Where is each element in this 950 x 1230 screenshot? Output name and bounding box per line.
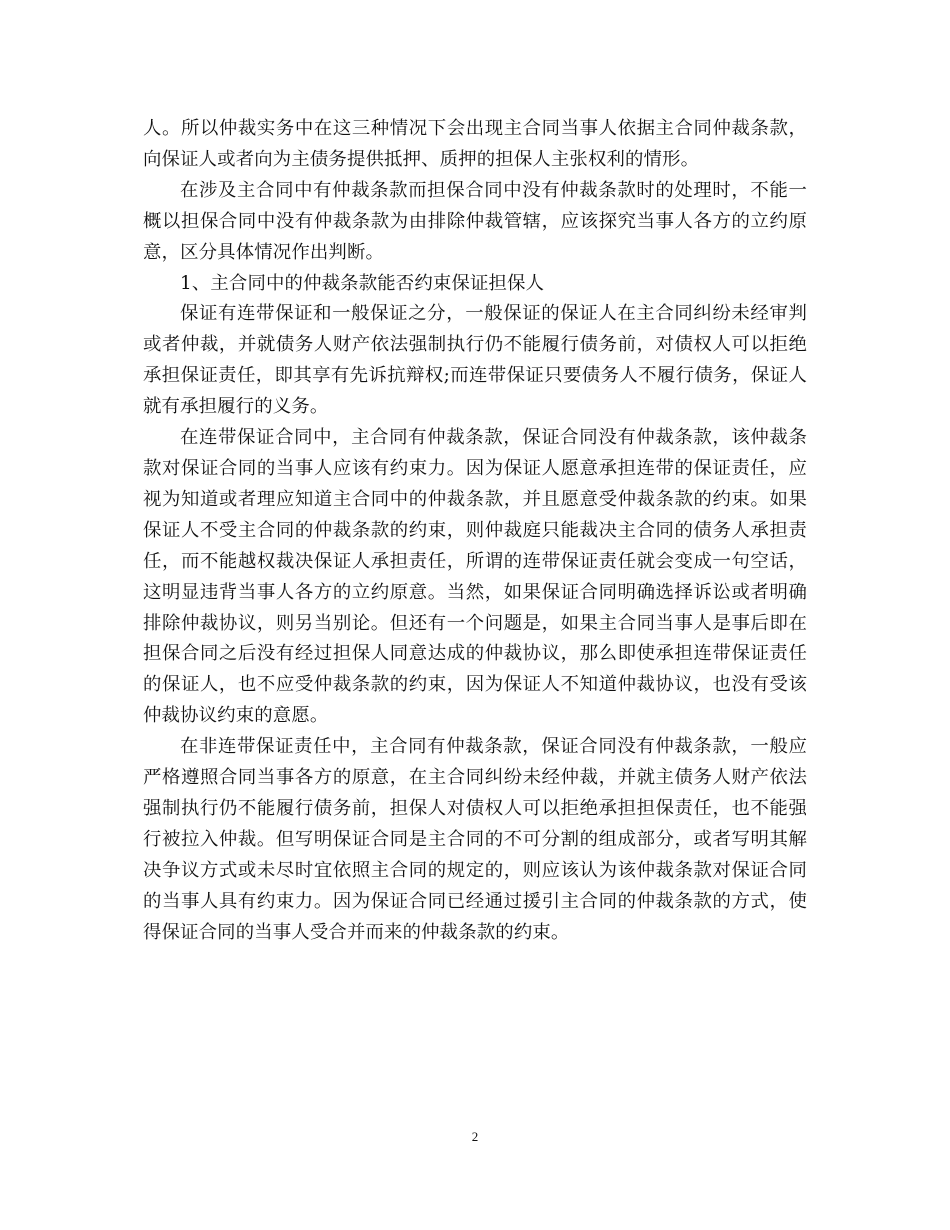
paragraph-5: 在非连带保证责任中，主合同有仲裁条款，保证合同没有仲裁条款，一般应严格遵照合同当事各方的原意，在主合同纠纷未经仲裁，并就主债务人财产依法强制执行仍不能履行债务前，担保人对债权人可以拒绝承担担保责任，也不能强行被拉入仲裁。但写明保证合同是主合同的不可分割的组成部分，或者写明其解决争议方式或未尽时宜依照主合同的规定的，则应该认为该仲裁条款对保证合同的当事人具有约束力。因为保证合同已经通过援引主合同的仲裁条款的方式，使得保证合同的当事人受合并而来的仲裁条款的约束。 (143, 736, 807, 943)
paragraph-1: 人。所以仲裁实务中在这三种情况下会出现主合同当事人依据主合同仲裁条款，向保证人或者向为主债务提供抵押、质押的担保人主张权利的情形。 (143, 118, 807, 170)
paragraph-4: 在连带保证合同中，主合同有仲裁条款，保证合同没有仲裁条款，该仲裁条款对保证合同的当事人应该有约束力。因为保证人愿意承担连带的保证责任，应视为知道或者理应知道主合同中的仲裁条款，并且愿意受仲裁条款的约束。如果保证人不受主合同的仲裁条款的约束，则仲裁庭只能裁决主合同的债务人承担责任，而不能越权裁决保证人承担责任，所谓的连带保证责任就会变成一句空话，这明显违背当事人各方的立约原意。当然，如果保证合同明确选择诉讼或者明确排除仲裁协议，则另当别论。但还有一个问题是，如果主合同当事人是事后即在担保合同之后没有经过担保人同意达成的仲裁协议，那么即使承担连带保证责任的保证人，也不应受仲裁条款的约束，因为保证人不知道仲裁协议，也没有受该仲裁协议约束的意愿。 (143, 427, 807, 727)
section-heading: 1、主合同中的仲裁条款能否约束保证担保人 (180, 272, 545, 294)
paragraph-2: 在涉及主合同中有仲裁条款而担保合同中没有仲裁条款时的处理时，不能一概以担保合同中没有仲裁条款为由排除仲裁管辖，应该探究当事人各方的立约原意，区分具体情况作出判断。 (143, 179, 807, 263)
document-body (143, 114, 807, 948)
paragraph-3: 保证有连带保证和一般保证之分，一般保证的保证人在主合同纠纷未经审判或者仲裁，并就债务人财产依法强制执行仍不能履行债务前，对债权人可以拒绝承担保证责任，即其享有先诉抗辩权;而连带保证只要债务人不履行债务，保证人就有承担履行的义务。 (143, 303, 807, 418)
page-number: 2 (471, 1129, 479, 1144)
